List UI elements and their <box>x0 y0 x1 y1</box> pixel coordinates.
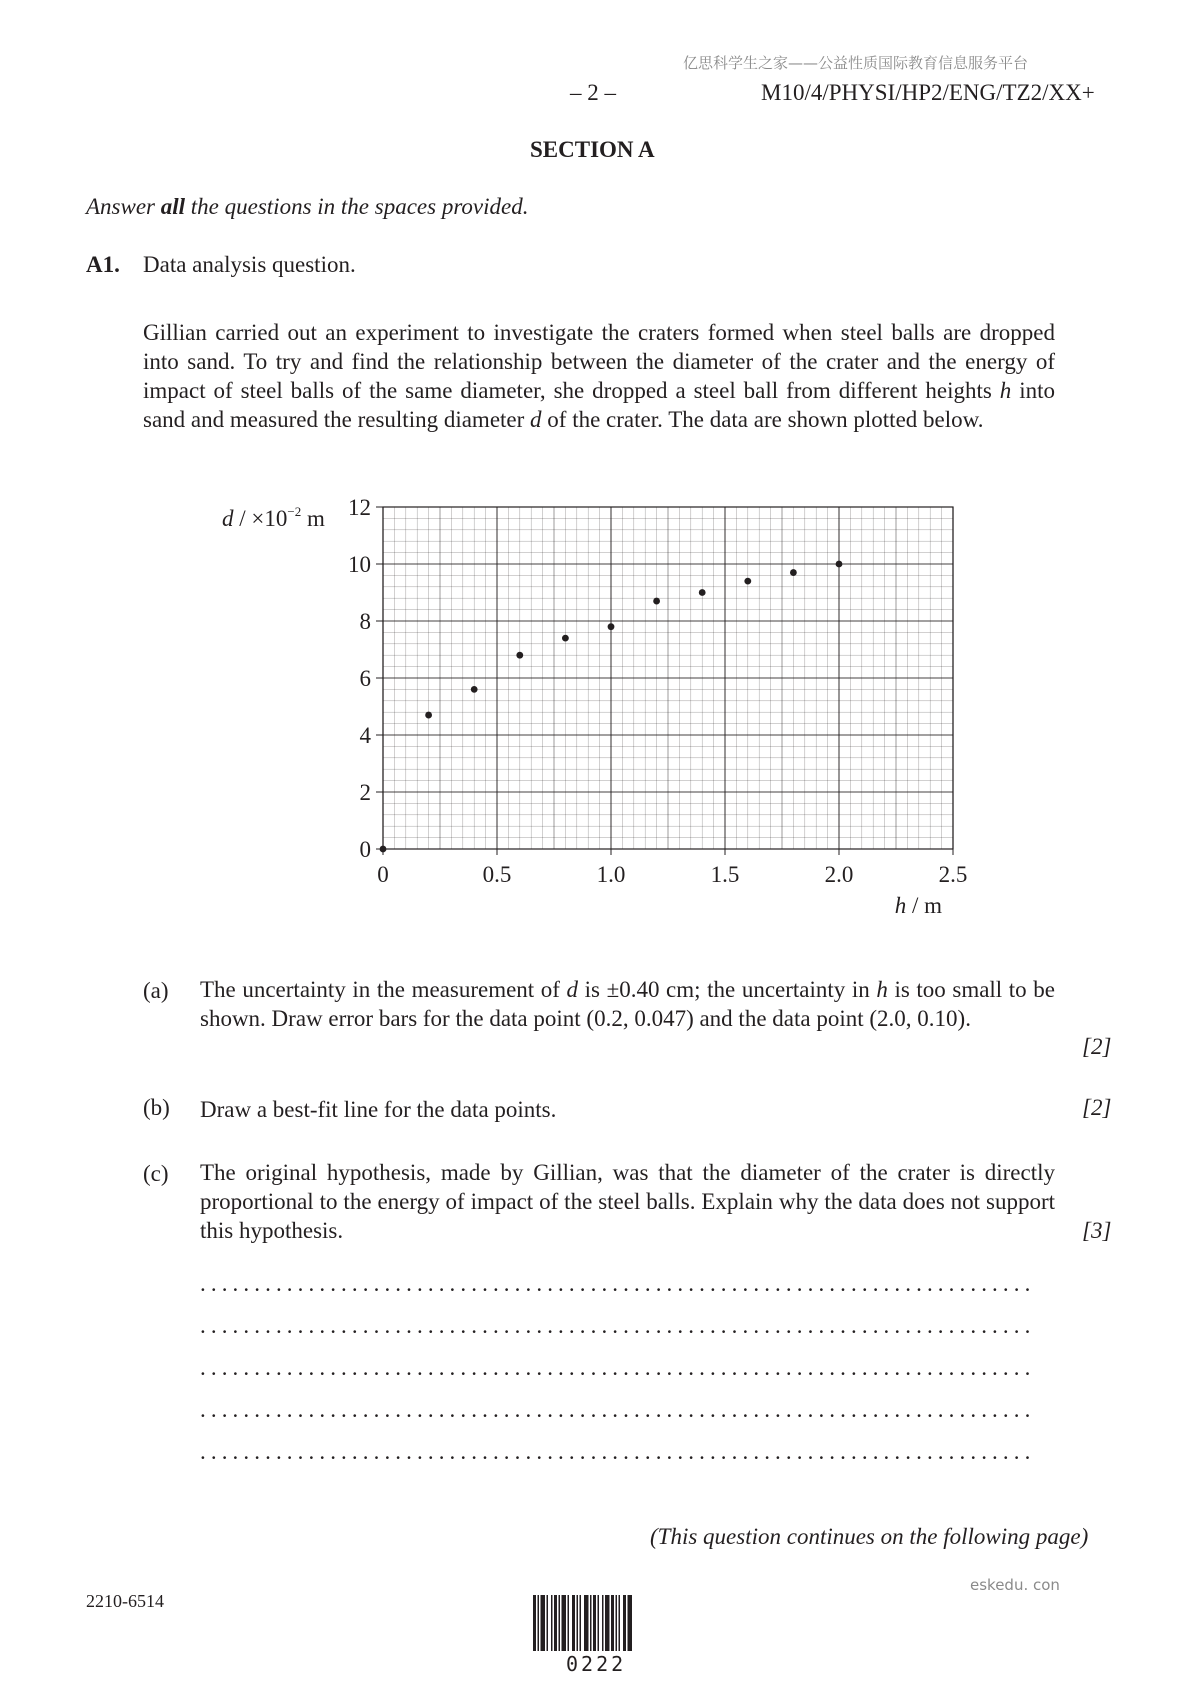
data-point <box>516 652 523 659</box>
data-point <box>562 635 569 642</box>
part-b-text: Draw a best-fit line for the data points. <box>200 1097 557 1122</box>
y-tick-label: 4 <box>359 723 371 748</box>
barcode-number: 0222 <box>566 1652 627 1676</box>
answer-line[interactable]: ............................................................................. <box>200 1397 1036 1422</box>
barcode <box>533 1595 665 1651</box>
x-tick-label: 2.5 <box>938 862 968 887</box>
paper-code: M10/4/PHYSI/HP2/ENG/TZ2/XX+ <box>761 80 1095 105</box>
scatter-chart <box>200 490 980 930</box>
y-axis-label: $d / \times 10^{-2}$ m <box>222 504 325 531</box>
x-tick-label: 1.5 <box>710 862 740 887</box>
y-tick-label: 2 <box>359 780 371 805</box>
part-b-marks: [2] <box>1082 1095 1112 1120</box>
answer-line[interactable]: ............................................................................. <box>200 1355 1036 1380</box>
data-point <box>653 598 660 605</box>
section-instruction: Answer all the questions in the spaces provided. <box>86 194 529 219</box>
x-tick-label: 1.0 <box>596 862 626 887</box>
data-point <box>836 561 843 568</box>
continues-note: (This question continues on the following page) <box>650 1524 1089 1549</box>
page-number: – 2 – <box>570 80 616 105</box>
y-tick-label: 0 <box>359 837 371 862</box>
data-point <box>790 569 797 576</box>
data-point <box>744 578 751 585</box>
data-point <box>425 712 432 719</box>
answer-line[interactable]: ............................................................................. <box>200 1439 1036 1464</box>
x-tick-label: 0.5 <box>482 862 512 887</box>
data-point <box>380 846 387 853</box>
part-c-marks: [3] <box>1082 1218 1112 1243</box>
part-a-marks: [2] <box>1082 1034 1112 1059</box>
part-a-text: The uncertainty in the measurement of d is ±0.40 cm; the uncertainty in h is too small to be shown. Draw error bars for the data point (0.2, 0.047) and the data point (2.0, 0.10). <box>200 977 1055 1031</box>
y-tick-label: 8 <box>359 609 371 634</box>
data-point <box>699 589 706 596</box>
part-b-label: (b) <box>143 1095 170 1120</box>
y-tick-label: 10 <box>348 552 371 577</box>
part-c-label: (c) <box>143 1161 169 1186</box>
footer-code: 2210-6514 <box>86 1591 164 1611</box>
section-title: SECTION A <box>530 137 655 162</box>
question-intro: Gillian carried out an experiment to investigate the craters formed when steel balls are dropped into sand. To try and find the relationship between the diameter of the crater and the energy of impact of steel balls of the same diameter, she dropped a steel ball from different heights h into sand and measured the resulting diameter d of the crater. The data are shown plotted below. <box>143 320 1055 432</box>
site-watermark: eskedu. con <box>970 1576 1060 1594</box>
x-axis-label: h / m <box>894 893 942 918</box>
answer-line[interactable]: ............................................................................. <box>200 1313 1036 1338</box>
data-point <box>608 623 615 630</box>
data-point <box>471 686 478 693</box>
x-tick-label: 0 <box>377 862 389 887</box>
y-tick-label: 12 <box>348 495 371 520</box>
question-number: A1. <box>86 252 120 277</box>
question-title: Data analysis question. <box>143 252 356 277</box>
x-tick-label: 2.0 <box>824 862 854 887</box>
part-c-text: The original hypothesis, made by Gillian, was that the diameter of the crater is directly proportional to the energy of impact of the steel balls. Explain why the data does not support this hypothesis. <box>200 1160 1055 1243</box>
part-a-label: (a) <box>143 978 169 1003</box>
watermark-text: 亿思科学生之家——公益性质国际教育信息服务平台 <box>683 54 1029 72</box>
y-tick-label: 6 <box>359 666 371 691</box>
answer-line[interactable]: ............................................................................. <box>200 1271 1036 1296</box>
